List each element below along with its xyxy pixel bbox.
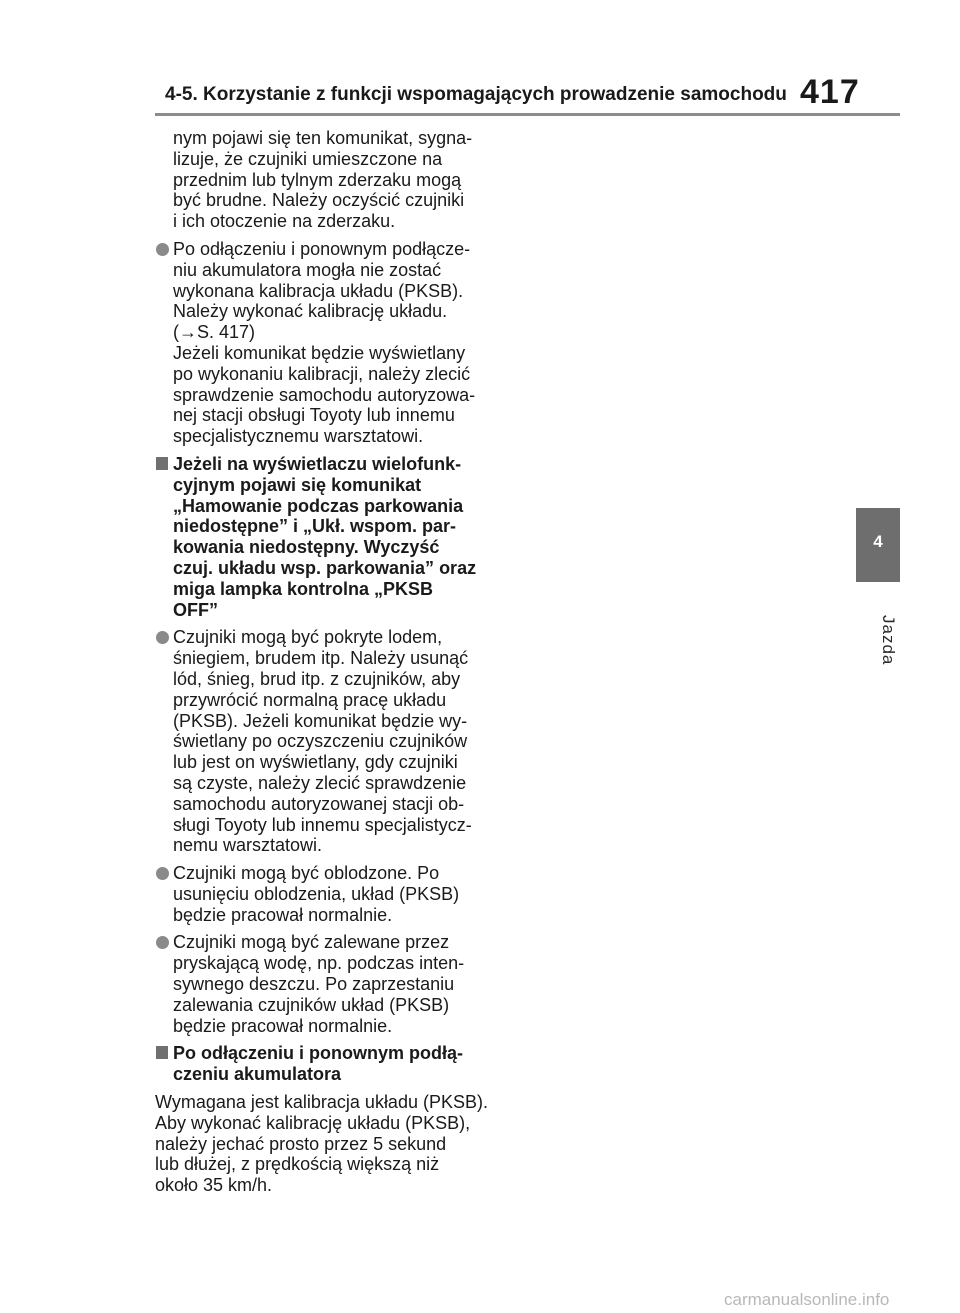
- text-line: około 35 km/h.: [155, 1175, 273, 1196]
- text-line: samochodu autoryzowanej stacji ob-: [173, 793, 465, 814]
- section-marker-icon: [156, 1046, 168, 1059]
- bullet-dot-icon: [156, 936, 169, 949]
- heading-line: kowania niedostępny. Wyczyść: [173, 537, 440, 558]
- text-line: Czujniki mogą być pokryte lodem,: [173, 627, 443, 648]
- text-line: (PKSB). Jeżeli komunikat będzie wy-: [173, 710, 468, 731]
- text-line: będzie pracował normalnie.: [173, 1015, 393, 1036]
- text-line: specjalistycznemu warsztatowi.: [173, 426, 424, 447]
- bullet-dot-icon: [156, 867, 169, 880]
- heading-line: niedostępne” i „Ukł. wspom. par-: [173, 516, 457, 537]
- text-line: niu akumulatora mogła nie zostać: [173, 259, 442, 280]
- text-line: i ich otoczenie na zderzaku.: [173, 211, 396, 232]
- text-line: pryskającą wodę, np. podczas inten-: [173, 953, 465, 974]
- bullet-dot-icon: [156, 631, 169, 644]
- heading-line: Po odłączeniu i ponownym podłą-: [173, 1043, 464, 1064]
- text-line: Aby wykonać kalibrację układu (PKSB),: [155, 1112, 471, 1133]
- text-line: świetlany po oczyszczeniu czujników: [173, 731, 468, 752]
- text-line: nym pojawi się ten komunikat, sygna-: [173, 128, 473, 148]
- bullet-dot-icon: [156, 243, 169, 256]
- text-line: być brudne. Należy oczyścić czujniki: [173, 190, 465, 211]
- text-line: nemu warsztatowi.: [173, 835, 323, 856]
- text-line: Czujniki mogą być zalewane przez: [173, 932, 450, 953]
- bullet-item: [155, 863, 500, 925]
- header-rule: [155, 113, 900, 116]
- text-line: Wymagana jest kalibracja układu (PKSB).: [155, 1092, 488, 1113]
- text-line: Czujniki mogą być oblodzone. Po: [173, 863, 440, 884]
- text-line: lizuje, że czujniki umieszczone na: [173, 148, 443, 169]
- text-line: lub jest on wyświetlany, gdy czujniki: [173, 752, 458, 773]
- section-marker-icon: [156, 457, 168, 470]
- text-line: śniegiem, brudem itp. Należy usunąć: [173, 648, 469, 669]
- text-line: przywrócić normalną pracę układu: [173, 689, 447, 710]
- heading-line: „Hamowanie podczas parkowania: [173, 495, 464, 516]
- section-heading: [155, 1043, 500, 1085]
- footer-watermark: carmanualsonline.info: [724, 1290, 890, 1309]
- bullet-item: [155, 627, 500, 856]
- heading-line: miga lampka kontrolna „PKSB: [173, 578, 434, 599]
- heading-line: Jeżeli na wyświetlaczu wielofunk-: [173, 453, 462, 474]
- bullet-item: [155, 239, 500, 447]
- text-line: nej stacji obsługi Toyoty lub innemu: [173, 405, 455, 426]
- header-title: 4-5. Korzystanie z funkcji wspomagających prowadzenie samochodu: [165, 84, 787, 105]
- page-content: [155, 128, 500, 1196]
- text-line: należy jechać prosto przez 5 sekund: [155, 1133, 447, 1154]
- section-heading: [155, 454, 500, 620]
- text-line: przednim lub tylnym zderzaku mogą: [173, 169, 462, 190]
- heading-line: cyjnym pojawi się komunikat: [173, 474, 422, 495]
- chapter-tab-number: 4: [873, 532, 883, 551]
- intro-paragraph: [155, 128, 500, 232]
- text-line: Należy wykonać kalibrację układu.: [173, 301, 448, 322]
- bullet-item: [155, 932, 500, 1036]
- chapter-tab[interactable]: [856, 508, 900, 582]
- text-line: usunięciu oblodzenia, układ (PKSB): [173, 883, 460, 904]
- heading-line: czeniu akumulatora: [173, 1064, 342, 1085]
- text-line: lód, śnieg, brud itp. z czujników, aby: [173, 668, 461, 689]
- text-line: po wykonaniu kalibracji, należy zlecić: [173, 363, 471, 384]
- page-reference-link[interactable]: (→S. 417): [173, 322, 256, 343]
- text-line: lub dłużej, z prędkością większą niż: [155, 1154, 440, 1175]
- text-line: będzie pracował normalnie.: [173, 904, 393, 925]
- chapter-tab-label: Jazda: [879, 615, 898, 666]
- text-line: sługi Toyoty lub innemu specjalistycz-: [173, 814, 472, 835]
- text-line: zalewania czujników układ (PKSB): [173, 994, 450, 1015]
- text-line: Po odłączeniu i ponownym podłącze-: [173, 238, 471, 259]
- text-line: sywnego deszczu. Po zaprzestaniu: [173, 974, 455, 995]
- body-paragraph: [155, 1092, 500, 1196]
- text-line: sprawdzenie samochodu autoryzowa-: [173, 384, 476, 405]
- text-line: są czyste, należy zlecić sprawdzenie: [173, 772, 467, 793]
- heading-line: czuj. układu wsp. parkowania” oraz: [173, 557, 477, 578]
- heading-line: OFF”: [173, 599, 218, 620]
- text-line: wykonana kalibracja układu (PKSB).: [173, 280, 464, 301]
- page-number: 417: [800, 73, 860, 111]
- text-line: Jeżeli komunikat będzie wyświetlany: [173, 342, 466, 363]
